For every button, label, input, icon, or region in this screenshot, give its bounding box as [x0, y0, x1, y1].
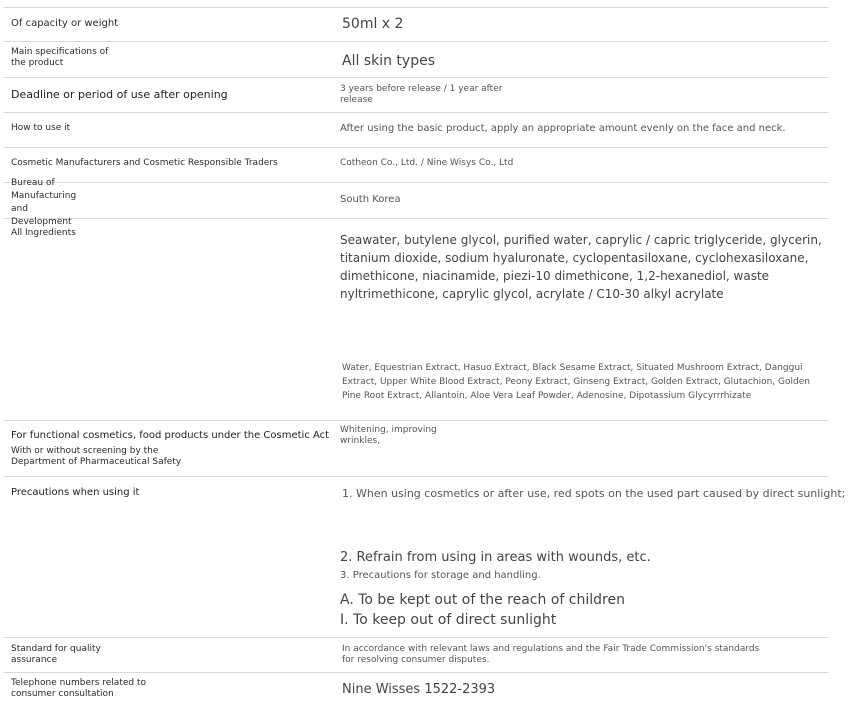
ingredients-extracts-value: Water, Equestrian Extract, Hasuo Extract, Black Sesame Extract, Situated Mushroom Extract, Danggui Extract, Upper White Blood Extract, Peony Extract, Ginseng Extract, Golden Extract, Glutachion, Golden Pine Root Extract, Allantoin, Aloe Vera Leaf Powder, Adenosine, Dipotassium Glycyrrrhizate: [342, 363, 810, 401]
precaution-item: 3. Precautions for storage and handling.: [340, 570, 541, 581]
manufacturers-label: Cosmetic Manufacturers and Cosmetic Responsible Traders: [11, 158, 278, 168]
capacity-label: Of capacity or weight: [11, 18, 119, 29]
precaution-item: 2. Refrain from using in areas with wounds, etc.: [340, 550, 651, 565]
row-divider: [4, 112, 828, 113]
precaution-item: 1. When using cosmetics or after use, red spots on the used part caused by direct sunlight;: [342, 487, 846, 500]
precautions-label: Precautions when using it: [11, 487, 140, 498]
precaution-item: A. To be kept out of the reach of children: [340, 592, 625, 608]
telephone-label: Telephone numbers related to consumer consultation: [11, 678, 146, 699]
origin-value: South Korea: [340, 194, 401, 205]
row-divider: [4, 218, 828, 219]
screening-label: With or without screening by the Department of Pharmaceutical Safety: [11, 446, 182, 467]
manufacturers-value: Cotheon Co., Ltd. / Nine Wisys Co., Ltd: [340, 158, 514, 168]
row-divider: [4, 637, 828, 638]
how-to-use-value: After using the basic product, apply an appropriate amount evenly on the face and neck.: [340, 123, 786, 134]
deadline-label: Deadline or period of use after opening: [11, 88, 228, 101]
deadline-value: 3 years before release / 1 year after release: [340, 84, 503, 105]
functional-cosmetics-label: For functional cosmetics, food products under the Cosmetic Act: [11, 430, 330, 441]
specifications-value: All skin types: [342, 53, 435, 69]
row-divider: [4, 147, 828, 148]
functional-cosmetics-value: Whitening, improving wrinkles,: [340, 425, 437, 446]
origin-label: Bureau of Manufacturing and Development: [11, 178, 77, 227]
specifications-label: Main specifications of the product: [11, 47, 109, 68]
ingredients-value: Seawater, butylene glycol, purified water, caprylic / capric triglyceride, glycerin, titanium dioxide, sodium hyaluronate, cyclopentasiloxane, cyclohexasiloxane, dimethicone, niacinamide, piezi-10 dimethicone, 1,2-hexanediol, waste nyltrimethicone, caprylic glycol, acrylate / C10-30 alkyl acrylate: [340, 233, 822, 301]
row-divider: [4, 7, 828, 8]
ingredients-label: All Ingredients: [11, 228, 76, 238]
precaution-item: I. To keep out of direct sunlight: [340, 612, 557, 628]
row-divider: [4, 41, 828, 42]
row-divider: [4, 182, 828, 183]
row-divider: [4, 476, 828, 477]
how-to-use-label: How to use it: [11, 123, 71, 133]
quality-assurance-value: In accordance with relevant laws and regulations and the Fair Trade Commission's standards for resolving consumer disputes.: [342, 644, 760, 665]
row-divider: [4, 77, 828, 78]
capacity-value: 50ml x 2: [342, 16, 404, 32]
row-divider: [4, 672, 828, 673]
row-divider: [4, 420, 828, 421]
telephone-value: Nine Wisses 1522-2393: [342, 682, 496, 697]
quality-assurance-label: Standard for quality assurance: [11, 644, 101, 665]
